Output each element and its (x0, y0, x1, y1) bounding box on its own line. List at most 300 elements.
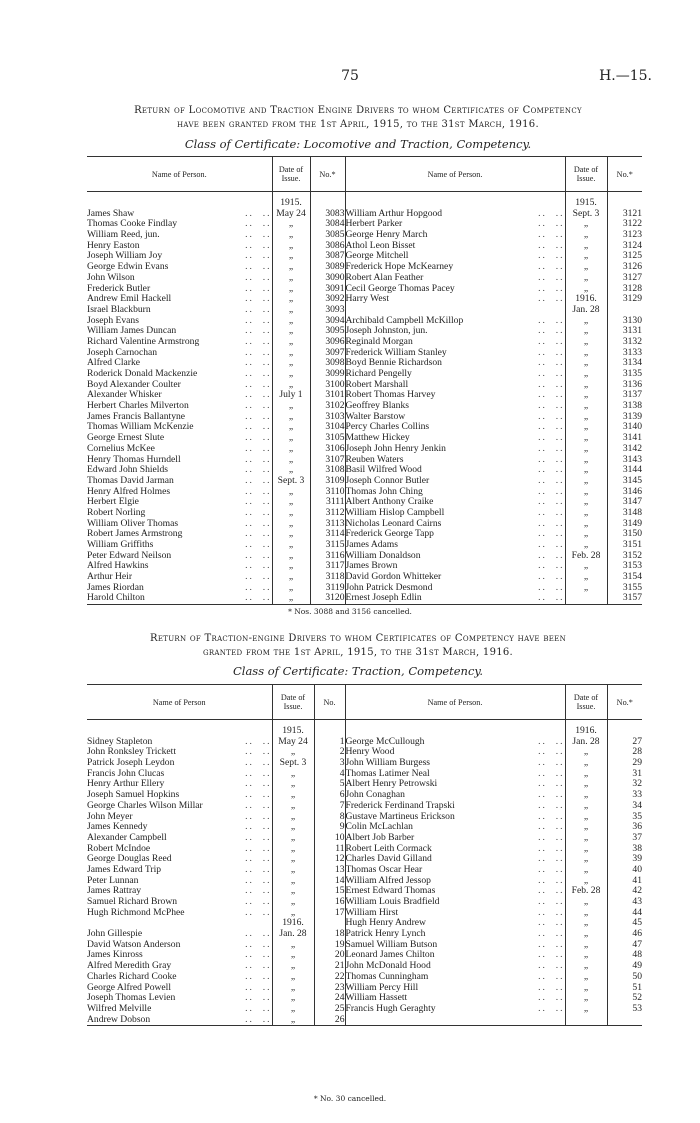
table-cell: „ (288, 315, 294, 326)
table-cell: William Alfred Jessop .. .. (345, 875, 565, 886)
section2-title-line2: granted from the 1st April, 1915, to the 31st March, 1916. (202, 647, 514, 658)
table-cell: Alfred Meredith Gray .. .. (87, 961, 272, 972)
table-cell: „ (288, 369, 294, 379)
table-cell: 3155 (622, 582, 642, 593)
table-cell: 42 (632, 886, 642, 897)
table-cell: 3089 (325, 262, 345, 273)
leader-dots: .. .. (538, 315, 565, 326)
table-cell: 3145 (622, 475, 642, 486)
leader-dots: .. .. (245, 251, 272, 262)
table-cell: Alfred Hawkins .. .. (87, 561, 272, 572)
table-cell: 21 (334, 961, 345, 972)
leader-dots: .. .. (538, 369, 565, 379)
leader-dots: .. .. (538, 454, 565, 465)
table-cell: „ (288, 347, 294, 358)
table-cell: „ (583, 875, 589, 886)
table-cell: „ (290, 961, 296, 972)
table-cell: 46 (632, 929, 642, 940)
leader-dots: .. .. (538, 486, 565, 497)
table-cell: „ (583, 800, 589, 811)
table-cell: 3100 (325, 379, 345, 390)
table-cell: John Gillespie .. .. (87, 929, 272, 940)
table-cell: James Shaw .. .. (87, 208, 272, 219)
table-cell: „ (583, 540, 589, 550)
table-cell: 1916. (575, 726, 597, 736)
table-cell: 1915. (280, 198, 302, 208)
table-cell: Henry Thomas Hurndell .. .. (87, 454, 272, 465)
table-cell: 11 (335, 843, 345, 854)
table-cell: George Mitchell .. .. (345, 251, 565, 262)
leader-dots: .. .. (538, 561, 565, 572)
leader-dots: .. .. (538, 465, 565, 476)
table-cell: Sidney Stapleton .. .. (87, 736, 272, 747)
table-cell: William Hirst .. .. (345, 907, 565, 918)
table-cell: Leonard James Chilton .. .. (345, 950, 565, 961)
table-cell: „ (288, 401, 294, 412)
table-cell: 3118 (325, 572, 345, 583)
leader-dots: .. .. (538, 497, 565, 508)
table-cell: Richard Valentine Armstrong .. .. (87, 336, 272, 347)
table-cell: 20 (334, 950, 345, 961)
leader-dots: .. .. (245, 593, 272, 604)
table-cell: William Arthur Hopgood .. .. (345, 208, 565, 219)
table-cell: Sept. 3 (572, 208, 600, 219)
section2-title (78, 632, 638, 660)
leader-dots: .. .. (245, 747, 272, 758)
table-cell: „ (288, 572, 294, 583)
table-cell: 3153 (622, 561, 642, 572)
table-cell: 3147 (622, 497, 642, 508)
table-cell: 3104 (325, 422, 345, 433)
table-cell: „ (583, 401, 589, 412)
table-cell: 25 (334, 1003, 345, 1014)
leader-dots: .. .. (538, 540, 565, 550)
s2-right-dates (565, 720, 607, 1026)
table-cell: Basil Wilfred Wood .. .. (345, 465, 565, 476)
table-cell: „ (583, 240, 589, 251)
table-cell: 45 (632, 918, 642, 929)
leader-dots: .. .. (245, 454, 272, 465)
leader-dots: .. .. (538, 811, 565, 822)
table-cell: „ (583, 475, 589, 486)
leader-dots: .. .. (538, 1003, 565, 1014)
table-cell: Reginald Morgan .. .. (345, 336, 565, 347)
table-cell: Hugh Richmond McPhee .. .. (87, 907, 272, 918)
table-cell: „ (288, 443, 294, 454)
table-cell: „ (288, 272, 294, 283)
col-header-name-right: Name of Person. (345, 157, 565, 192)
leader-dots: .. .. (538, 336, 565, 347)
table-cell: „ (583, 390, 589, 401)
table-cell: 3132 (622, 336, 642, 347)
table-cell: Alfred Clarke .. .. (87, 358, 272, 369)
table-cell: 3122 (622, 219, 642, 230)
table-cell: „ (583, 971, 589, 982)
table-cell: Colin McLachlan .. .. (345, 822, 565, 833)
table-cell: „ (290, 897, 296, 907)
s2-col-header-no-right: No.* (607, 685, 642, 720)
table-cell: „ (288, 540, 294, 550)
table-cell: „ (583, 507, 589, 518)
table-cell: „ (583, 907, 589, 918)
table-cell: Frederick Butler .. .. (87, 283, 272, 294)
table-cell: Samuel William Butson .. .. (345, 939, 565, 950)
table-cell: 3127 (622, 272, 642, 283)
leader-dots: .. .. (245, 572, 272, 583)
table-cell: „ (583, 262, 589, 273)
table-cell: Roderick Donald Mackenzie .. .. (87, 369, 272, 379)
table-cell: Richard Pengelly .. .. (345, 369, 565, 379)
table-cell: Andrew Emil Hackell .. .. (87, 294, 272, 305)
table-cell: 29 (632, 758, 642, 769)
table-cell: Herbert Charles Milverton .. .. (87, 401, 272, 412)
leader-dots: .. .. (245, 779, 272, 790)
leader-dots: .. .. (538, 747, 565, 758)
table-cell: Henry Wood .. .. (345, 747, 565, 758)
leader-dots: .. .. (245, 208, 272, 219)
table-cell: Patrick Joseph Leydon .. .. (87, 758, 272, 769)
table-cell: James Edward Trip .. .. (87, 864, 272, 875)
leader-dots: .. .. (538, 854, 565, 865)
table-cell: Gustave Martineus Erickson .. .. (345, 811, 565, 822)
table-cell: 3148 (622, 507, 642, 518)
table-cell: Robert McIndoe .. .. (87, 843, 272, 854)
leader-dots: .. .. (538, 768, 565, 779)
table-cell: „ (583, 939, 589, 950)
leader-dots: .. .. (538, 843, 565, 854)
section2-table (87, 684, 642, 1026)
table-cell: Francis John Clucas .. .. (87, 768, 272, 779)
leader-dots: .. .. (245, 422, 272, 433)
table-cell: „ (288, 219, 294, 230)
table-cell: 3117 (325, 561, 345, 572)
table-cell: Thomas John Ching .. .. (345, 486, 565, 497)
table-cell: „ (290, 886, 296, 897)
table-cell: Cornelius McKee .. .. (87, 443, 272, 454)
table-cell: Robert Leith Cormack .. .. (345, 843, 565, 854)
table-cell: „ (290, 982, 296, 993)
table-cell: 3 (339, 758, 345, 769)
table-cell: „ (583, 433, 589, 444)
table-cell: 3084 (325, 219, 345, 230)
table-cell: 3083 (325, 208, 345, 219)
leader-dots: .. .. (538, 929, 565, 940)
table-cell: Harold Chilton .. .. (87, 593, 272, 604)
table-cell: „ (290, 939, 296, 950)
table-cell: Herbert Parker .. .. (345, 219, 565, 230)
leader-dots: .. .. (245, 800, 272, 811)
s2-left-numbers (314, 720, 345, 1026)
table-cell: „ (583, 993, 589, 1004)
table-cell: George Edwin Evans .. .. (87, 262, 272, 273)
leader-dots: .. .. (538, 779, 565, 790)
table-cell: George Alfred Powell .. .. (87, 982, 272, 993)
leader-dots: .. .. (245, 875, 272, 886)
leader-dots: .. .. (245, 550, 272, 561)
table-cell: 16 (334, 897, 345, 907)
table-cell: 37 (632, 832, 642, 843)
table-cell: Thomas Cooke Findlay .. .. (87, 219, 272, 230)
table-cell: „ (583, 518, 589, 529)
table-cell: 17 (334, 907, 345, 918)
table-cell: „ (583, 486, 589, 497)
leader-dots: .. .. (538, 993, 565, 1004)
table-cell: „ (290, 768, 296, 779)
table-cell: „ (290, 875, 296, 886)
section2-title-line1: Return of Traction-engine Drivers to whom Certificates of Competency have been (149, 633, 567, 644)
table-cell: „ (583, 561, 589, 572)
table-cell: „ (288, 507, 294, 518)
leader-dots: .. .. (245, 971, 272, 982)
table-cell: „ (290, 747, 296, 758)
s2-col-header-date-right: Date of Issue. (565, 685, 607, 720)
s2-right-names (345, 720, 565, 1026)
table-cell: 3139 (622, 411, 642, 422)
section1-footnote: * Nos. 3088 and 3156 cancelled. (288, 607, 412, 616)
table-cell: Charles Richard Cooke .. .. (87, 971, 272, 982)
table-cell: „ (290, 864, 296, 875)
table-cell: 36 (632, 822, 642, 833)
table-cell: 3096 (325, 336, 345, 347)
table-cell: 15 (334, 886, 345, 897)
leader-dots: .. .. (538, 886, 565, 897)
table-cell: William Hassett .. .. (345, 993, 565, 1004)
table-cell: 26 (334, 1014, 345, 1025)
table-cell: 3143 (622, 454, 642, 465)
table-cell: „ (583, 843, 589, 854)
table-cell: John Conaghan .. .. (345, 790, 565, 801)
table-cell: „ (583, 379, 589, 390)
table-cell: George Henry March .. .. (345, 230, 565, 241)
leader-dots: .. .. (245, 240, 272, 251)
s1-left-dates (272, 192, 310, 605)
table-cell: „ (583, 779, 589, 790)
leader-dots: .. .. (245, 326, 272, 337)
table-cell: „ (290, 971, 296, 982)
table-cell: 3130 (622, 315, 642, 326)
s2-left-names (87, 720, 272, 1026)
table-cell: 1916. (575, 294, 597, 305)
leader-dots: .. .. (245, 768, 272, 779)
leader-dots: .. .. (245, 336, 272, 347)
table-cell: 13 (334, 864, 345, 875)
table-cell: 3097 (325, 347, 345, 358)
table-cell: James Kennedy .. .. (87, 822, 272, 833)
leader-dots: .. .. (245, 518, 272, 529)
table-cell: „ (583, 961, 589, 972)
leader-dots: .. .. (245, 811, 272, 822)
table-cell: „ (288, 230, 294, 241)
leader-dots: .. .. (245, 294, 272, 305)
table-cell: Cecil George Thomas Pacey .. .. (345, 283, 565, 294)
leader-dots: .. .. (538, 875, 565, 886)
leader-dots: .. .. (538, 897, 565, 907)
table-cell: Feb. 28 (571, 550, 601, 561)
table-cell: John William Burgess .. .. (345, 758, 565, 769)
table-cell: „ (583, 768, 589, 779)
table-cell: Jan. 28 (279, 929, 307, 940)
table-cell: Joseph William Joy .. .. (87, 251, 272, 262)
table-cell: „ (288, 240, 294, 251)
table-cell: 3101 (325, 390, 345, 401)
leader-dots: .. .. (245, 736, 272, 747)
table-cell: 3151 (622, 540, 642, 550)
section1-title-line2: have been granted from the 1st April, 1915, to the 31st March, 1916. (177, 119, 539, 130)
leader-dots: .. .. (245, 497, 272, 508)
table-cell: 3126 (622, 262, 642, 273)
table-cell: 3087 (325, 251, 345, 262)
table-cell: 28 (632, 747, 642, 758)
table-cell: „ (583, 1003, 589, 1014)
table-cell: Charles David Gilland .. .. (345, 854, 565, 865)
table-cell: Thomas Latimer Neal .. .. (345, 768, 565, 779)
table-cell: 3120 (325, 593, 345, 604)
table-cell: 3138 (622, 401, 642, 412)
table-cell: „ (583, 982, 589, 993)
table-cell: „ (288, 411, 294, 422)
table-cell: „ (583, 358, 589, 369)
table-cell: „ (583, 572, 589, 583)
table-cell: „ (583, 411, 589, 422)
table-cell: John Meyer .. .. (87, 811, 272, 822)
table-cell: Albert Henry Petrowski .. .. (345, 779, 565, 790)
table-cell: 3150 (622, 529, 642, 540)
leader-dots: .. .. (538, 593, 565, 604)
table-cell: Sept. 3 (277, 475, 305, 486)
section2-subtitle: Class of Certificate: Traction, Competency. (232, 664, 484, 678)
table-cell: „ (583, 950, 589, 961)
table-cell: Nicholas Leonard Cairns .. .. (345, 518, 565, 529)
table-cell: 3092 (325, 294, 345, 305)
table-cell: 3085 (325, 230, 345, 241)
section1-subtitle: Class of Certificate: Locomotive and Traction, Competency. (184, 137, 532, 151)
table-cell: 3110 (325, 486, 345, 497)
table-cell: Frederick William Stanley .. .. (345, 347, 565, 358)
col-header-no-left: No.* (310, 157, 345, 192)
table-cell: 5 (339, 779, 345, 790)
leader-dots: .. .. (245, 443, 272, 454)
table-cell: 52 (632, 993, 642, 1004)
table-cell: 43 (632, 897, 642, 907)
table-cell: „ (583, 790, 589, 801)
s1-right-numbers (607, 192, 642, 605)
table-cell: Robert Norling .. .. (87, 507, 272, 518)
leader-dots: .. .. (245, 843, 272, 854)
table-cell: Arthur Heir .. .. (87, 572, 272, 583)
table-cell: 3124 (622, 240, 642, 251)
table-cell: Hugh Henry Andrew .. .. (345, 918, 565, 929)
table-cell: „ (583, 272, 589, 283)
table-cell: 3128 (622, 283, 642, 294)
table-cell: Frederick George Tapp .. .. (345, 529, 565, 540)
table-cell: July 1 (279, 390, 303, 401)
table-cell: Boyd Alexander Coulter .. .. (87, 379, 272, 390)
s2-col-header-name-right: Name of Person. (345, 685, 565, 720)
leader-dots: .. .. (245, 465, 272, 476)
leader-dots: .. .. (245, 1003, 272, 1014)
table-cell: „ (288, 379, 294, 390)
s1-right-dates (565, 192, 607, 605)
table-cell: 3121 (622, 208, 642, 219)
table-cell: 33 (632, 790, 642, 801)
table-cell: Edward John Shields .. .. (87, 465, 272, 476)
table-cell: Robert James Armstrong .. .. (87, 529, 272, 540)
table-cell: „ (583, 251, 589, 262)
table-cell: George Douglas Reed .. .. (87, 854, 272, 865)
table-cell: 39 (632, 854, 642, 865)
table-cell: 3131 (622, 326, 642, 337)
table-cell: Frederick Ferdinand Trapski .. .. (345, 800, 565, 811)
table-cell: „ (288, 336, 294, 347)
table-cell: „ (288, 518, 294, 529)
s1-right-names (345, 192, 565, 605)
table-cell: 18 (334, 929, 345, 940)
table-cell: 3098 (325, 358, 345, 369)
table-cell: Robert Alan Feather .. .. (345, 272, 565, 283)
table-cell: „ (290, 811, 296, 822)
leader-dots: .. .. (245, 369, 272, 379)
s2-left-dates (272, 720, 314, 1026)
table-cell: Ernest Joseph Edlin .. .. (345, 593, 565, 604)
s2-col-header-name-left: Name of Person (87, 685, 272, 720)
leader-dots: .. .. (538, 347, 565, 358)
table-cell: 3146 (622, 486, 642, 497)
leader-dots: .. .. (538, 433, 565, 444)
table-cell: 9 (339, 822, 345, 833)
table-cell: Alexander Campbell .. .. (87, 832, 272, 843)
table-cell: „ (290, 779, 296, 790)
leader-dots: .. .. (538, 262, 565, 273)
table-cell: 3135 (622, 369, 642, 379)
table-cell: „ (290, 790, 296, 801)
leader-dots: .. .. (538, 790, 565, 801)
table-cell: William Donaldson .. .. (345, 550, 565, 561)
table-cell: Thomas Oscar Hear .. .. (345, 864, 565, 875)
table-cell: „ (288, 486, 294, 497)
section1-title (78, 104, 638, 132)
table-cell: 3091 (325, 283, 345, 294)
leader-dots: .. .. (538, 475, 565, 486)
table-cell: „ (288, 251, 294, 262)
leader-dots: .. .. (245, 433, 272, 444)
table-cell: 49 (632, 961, 642, 972)
table-cell: 23 (334, 982, 345, 993)
table-cell: „ (583, 497, 589, 508)
table-cell: „ (288, 593, 294, 604)
table-cell: James Riordan .. .. (87, 582, 272, 593)
table-cell: 3109 (325, 475, 345, 486)
leader-dots: .. .. (538, 208, 565, 219)
table-cell: Joseph Johnston, jun. .. .. (345, 326, 565, 337)
table-cell: 6 (339, 790, 345, 801)
leader-dots: .. .. (245, 347, 272, 358)
table-cell: „ (288, 294, 294, 305)
leader-dots: .. .. (538, 758, 565, 769)
leader-dots: .. .. (245, 897, 272, 907)
col-header-name-left: Name of Person. (87, 157, 272, 192)
table-cell: 3113 (325, 518, 345, 529)
table-cell: George McCullough .. .. (345, 736, 565, 747)
table-cell: 14 (334, 875, 345, 886)
table-cell: 8 (339, 811, 345, 822)
table-cell: „ (583, 811, 589, 822)
page-number: 75 (341, 68, 359, 84)
table-cell: 50 (632, 971, 642, 982)
table-cell: „ (583, 283, 589, 294)
table-cell: 4 (339, 768, 345, 779)
leader-dots: .. .. (245, 822, 272, 833)
table-cell: Joseph Thomas Levien .. .. (87, 993, 272, 1004)
